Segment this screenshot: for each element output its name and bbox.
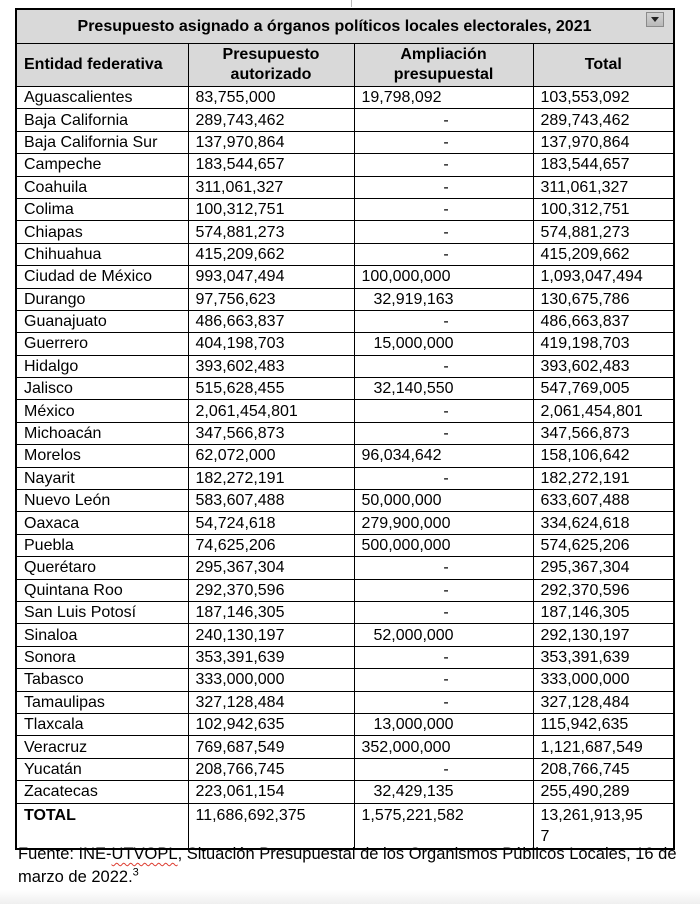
total-autorizado: 11,686,692,375 bbox=[188, 803, 354, 849]
cell-entidad: Nuevo León bbox=[16, 490, 188, 512]
cell-total: 292,370,596 bbox=[533, 579, 674, 601]
cell-autorizado: 208,766,745 bbox=[188, 758, 354, 780]
table-row bbox=[16, 557, 674, 579]
cell-autorizado: 415,209,662 bbox=[188, 243, 354, 265]
chevron-down-icon bbox=[651, 17, 659, 22]
table-header-row bbox=[16, 44, 674, 87]
table-row bbox=[16, 87, 674, 109]
cell-autorizado: 295,367,304 bbox=[188, 557, 354, 579]
cell-total: 574,625,206 bbox=[533, 534, 674, 556]
source-note-suffix: , Situación Presupuestal de los Organismos Públicos Locales, 16 de marzo de 2022. bbox=[18, 845, 677, 886]
cell-entidad: Puebla bbox=[16, 534, 188, 556]
cell-ampliacion: 15,000,000 bbox=[354, 333, 533, 355]
cell-entidad: Guerrero bbox=[16, 333, 188, 355]
cell-autorizado: 347,566,873 bbox=[188, 422, 354, 444]
cell-total: 130,675,786 bbox=[533, 288, 674, 310]
cell-total: 187,146,305 bbox=[533, 601, 674, 623]
table-row bbox=[16, 400, 674, 422]
cell-total: 255,490,289 bbox=[533, 781, 674, 803]
cell-entidad: Chihuahua bbox=[16, 243, 188, 265]
cell-entidad: Sonora bbox=[16, 646, 188, 668]
cell-autorizado: 240,130,197 bbox=[188, 624, 354, 646]
cell-autorizado: 393,602,483 bbox=[188, 355, 354, 377]
cell-total: 158,106,642 bbox=[533, 445, 674, 467]
table-row bbox=[16, 781, 674, 803]
cell-total: 547,769,005 bbox=[533, 378, 674, 400]
cell-total: 182,272,191 bbox=[533, 467, 674, 489]
cell-autorizado: 102,942,635 bbox=[188, 713, 354, 735]
cell-total: 334,624,618 bbox=[533, 512, 674, 534]
cell-ampliacion: - bbox=[354, 669, 533, 691]
page-bottom-edge bbox=[0, 890, 700, 904]
cell-ampliacion: 100,000,000 bbox=[354, 266, 533, 288]
budget-table bbox=[15, 8, 675, 850]
table-row bbox=[16, 288, 674, 310]
table-row bbox=[16, 266, 674, 288]
total-row bbox=[16, 803, 674, 849]
cell-autorizado: 353,391,639 bbox=[188, 646, 354, 668]
cell-entidad: Hidalgo bbox=[16, 355, 188, 377]
header-autorizado: Presupuesto autorizado bbox=[188, 44, 354, 87]
cell-ampliacion: - bbox=[354, 221, 533, 243]
cell-autorizado: 2,061,454,801 bbox=[188, 400, 354, 422]
cell-total: 137,970,864 bbox=[533, 131, 674, 153]
cell-total: 633,607,488 bbox=[533, 490, 674, 512]
cell-entidad: Campeche bbox=[16, 154, 188, 176]
table-row bbox=[16, 691, 674, 713]
cell-autorizado: 183,544,657 bbox=[188, 154, 354, 176]
cell-entidad: Tabasco bbox=[16, 669, 188, 691]
cell-total: 183,544,657 bbox=[533, 154, 674, 176]
cell-autorizado: 515,628,455 bbox=[188, 378, 354, 400]
cell-total: 2,061,454,801 bbox=[533, 400, 674, 422]
table-row bbox=[16, 534, 674, 556]
table-row bbox=[16, 378, 674, 400]
table-row bbox=[16, 624, 674, 646]
table-row bbox=[16, 154, 674, 176]
cell-autorizado: 74,625,206 bbox=[188, 534, 354, 556]
cell-ampliacion: 32,919,163 bbox=[354, 288, 533, 310]
cell-entidad: Yucatán bbox=[16, 758, 188, 780]
cell-entidad: Zacatecas bbox=[16, 781, 188, 803]
cell-ampliacion: 96,034,642 bbox=[354, 445, 533, 467]
cell-ampliacion: 52,000,000 bbox=[354, 624, 533, 646]
cell-entidad: Colima bbox=[16, 198, 188, 220]
cell-ampliacion: - bbox=[354, 310, 533, 332]
cell-entidad: Nayarit bbox=[16, 467, 188, 489]
header-ampliacion: Ampliación presupuestal bbox=[354, 44, 533, 87]
table-row bbox=[16, 422, 674, 444]
cell-total: 347,566,873 bbox=[533, 422, 674, 444]
cell-autorizado: 62,072,000 bbox=[188, 445, 354, 467]
cell-ampliacion: 19,798,092 bbox=[354, 87, 533, 109]
table-row bbox=[16, 333, 674, 355]
cell-autorizado: 333,000,000 bbox=[188, 669, 354, 691]
header-total: Total bbox=[533, 44, 674, 87]
cell-ampliacion: - bbox=[354, 198, 533, 220]
cell-ampliacion: 32,140,550 bbox=[354, 378, 533, 400]
table-row bbox=[16, 221, 674, 243]
cell-entidad: Quintana Roo bbox=[16, 579, 188, 601]
cell-entidad: Veracruz bbox=[16, 736, 188, 758]
cell-total: 333,000,000 bbox=[533, 669, 674, 691]
cell-ampliacion: - bbox=[354, 646, 533, 668]
total-label: TOTAL bbox=[16, 803, 188, 849]
cell-autorizado: 311,061,327 bbox=[188, 176, 354, 198]
cell-total: 574,881,273 bbox=[533, 221, 674, 243]
cell-ampliacion: - bbox=[354, 355, 533, 377]
cell-autorizado: 100,312,751 bbox=[188, 198, 354, 220]
cell-autorizado: 83,755,000 bbox=[188, 87, 354, 109]
cell-total: 100,312,751 bbox=[533, 198, 674, 220]
header-entidad: Entidad federativa bbox=[16, 44, 188, 87]
table-title-row bbox=[16, 9, 674, 44]
cell-ampliacion: 13,000,000 bbox=[354, 713, 533, 735]
cell-ampliacion: - bbox=[354, 176, 533, 198]
cell-total: 327,128,484 bbox=[533, 691, 674, 713]
cell-autorizado: 486,663,837 bbox=[188, 310, 354, 332]
cell-total: 103,553,092 bbox=[533, 87, 674, 109]
table-row bbox=[16, 243, 674, 265]
cell-ampliacion: 50,000,000 bbox=[354, 490, 533, 512]
table-title-cell bbox=[16, 9, 674, 44]
cell-ampliacion: - bbox=[354, 422, 533, 444]
table-row bbox=[16, 445, 674, 467]
cell-entidad: Aguascalientes bbox=[16, 87, 188, 109]
footnote-ref: 3 bbox=[132, 866, 139, 879]
cell-ampliacion: - bbox=[354, 579, 533, 601]
cell-total: 415,209,662 bbox=[533, 243, 674, 265]
cell-total: 311,061,327 bbox=[533, 176, 674, 198]
table-row bbox=[16, 713, 674, 735]
cell-entidad: Tlaxcala bbox=[16, 713, 188, 735]
cell-total: 419,198,703 bbox=[533, 333, 674, 355]
cell-ampliacion: - bbox=[354, 758, 533, 780]
cell-entidad: Coahuila bbox=[16, 176, 188, 198]
cell-total: 353,391,639 bbox=[533, 646, 674, 668]
table-gridline-artifact bbox=[351, 0, 352, 7]
cell-total: 295,367,304 bbox=[533, 557, 674, 579]
cell-autorizado: 289,743,462 bbox=[188, 109, 354, 131]
table-row bbox=[16, 198, 674, 220]
source-note-prefix: Fuente: INE- bbox=[18, 845, 112, 863]
table-row bbox=[16, 669, 674, 691]
table-row bbox=[16, 176, 674, 198]
table-row bbox=[16, 490, 674, 512]
table-row bbox=[16, 109, 674, 131]
cell-ampliacion: - bbox=[354, 243, 533, 265]
total-ampliacion: 1,575,221,582 bbox=[354, 803, 533, 849]
cell-autorizado: 574,881,273 bbox=[188, 221, 354, 243]
source-note bbox=[18, 843, 680, 889]
cell-autorizado: 187,146,305 bbox=[188, 601, 354, 623]
cell-entidad: Durango bbox=[16, 288, 188, 310]
cell-autorizado: 97,756,623 bbox=[188, 288, 354, 310]
cell-entidad: México bbox=[16, 400, 188, 422]
table-row bbox=[16, 310, 674, 332]
cell-ampliacion: - bbox=[354, 109, 533, 131]
cell-ampliacion: - bbox=[354, 400, 533, 422]
cell-autorizado: 54,724,618 bbox=[188, 512, 354, 534]
cell-entidad: Tamaulipas bbox=[16, 691, 188, 713]
cell-ampliacion: - bbox=[354, 691, 533, 713]
table-row bbox=[16, 601, 674, 623]
cell-autorizado: 137,970,864 bbox=[188, 131, 354, 153]
cell-entidad: Oaxaca bbox=[16, 512, 188, 534]
cell-total: 115,942,635 bbox=[533, 713, 674, 735]
cell-ampliacion: - bbox=[354, 131, 533, 153]
table-row bbox=[16, 355, 674, 377]
title-dropdown-button[interactable] bbox=[646, 12, 664, 27]
cell-total: 486,663,837 bbox=[533, 310, 674, 332]
cell-autorizado: 292,370,596 bbox=[188, 579, 354, 601]
table-body bbox=[16, 87, 674, 804]
table-row bbox=[16, 467, 674, 489]
cell-ampliacion: 279,900,000 bbox=[354, 512, 533, 534]
cell-ampliacion: 32,429,135 bbox=[354, 781, 533, 803]
cell-ampliacion: - bbox=[354, 467, 533, 489]
table-title: Presupuesto asignado a órganos políticos locales electorales, 2021 bbox=[77, 17, 592, 35]
cell-autorizado: 327,128,484 bbox=[188, 691, 354, 713]
table-row bbox=[16, 646, 674, 668]
table-row bbox=[16, 131, 674, 153]
cell-autorizado: 182,272,191 bbox=[188, 467, 354, 489]
cell-ampliacion: - bbox=[354, 154, 533, 176]
cell-autorizado: 993,047,494 bbox=[188, 266, 354, 288]
cell-ampliacion: - bbox=[354, 601, 533, 623]
cell-entidad: San Luis Potosí bbox=[16, 601, 188, 623]
cell-autorizado: 223,061,154 bbox=[188, 781, 354, 803]
cell-entidad: Sinaloa bbox=[16, 624, 188, 646]
cell-entidad: Ciudad de México bbox=[16, 266, 188, 288]
cell-entidad: Michoacán bbox=[16, 422, 188, 444]
cell-autorizado: 769,687,549 bbox=[188, 736, 354, 758]
cell-entidad: Baja California Sur bbox=[16, 131, 188, 153]
cell-entidad: Jalisco bbox=[16, 378, 188, 400]
cell-autorizado: 583,607,488 bbox=[188, 490, 354, 512]
table-row bbox=[16, 736, 674, 758]
cell-entidad: Querétaro bbox=[16, 557, 188, 579]
cell-entidad: Chiapas bbox=[16, 221, 188, 243]
cell-ampliacion: - bbox=[354, 557, 533, 579]
table-row bbox=[16, 512, 674, 534]
table-row bbox=[16, 579, 674, 601]
cell-total: 292,130,197 bbox=[533, 624, 674, 646]
cell-autorizado: 404,198,703 bbox=[188, 333, 354, 355]
table-row bbox=[16, 758, 674, 780]
cell-ampliacion: 352,000,000 bbox=[354, 736, 533, 758]
misspelled-word: UTVOPL bbox=[111, 845, 178, 863]
cell-total: 1,093,047,494 bbox=[533, 266, 674, 288]
cell-total: 208,766,745 bbox=[533, 758, 674, 780]
cell-ampliacion: 500,000,000 bbox=[354, 534, 533, 556]
cell-total: 289,743,462 bbox=[533, 109, 674, 131]
cell-entidad: Guanajuato bbox=[16, 310, 188, 332]
cell-total: 1,121,687,549 bbox=[533, 736, 674, 758]
total-total: 13,261,913,957 bbox=[533, 803, 674, 849]
cell-total: 393,602,483 bbox=[533, 355, 674, 377]
cell-entidad: Baja California bbox=[16, 109, 188, 131]
cell-entidad: Morelos bbox=[16, 445, 188, 467]
